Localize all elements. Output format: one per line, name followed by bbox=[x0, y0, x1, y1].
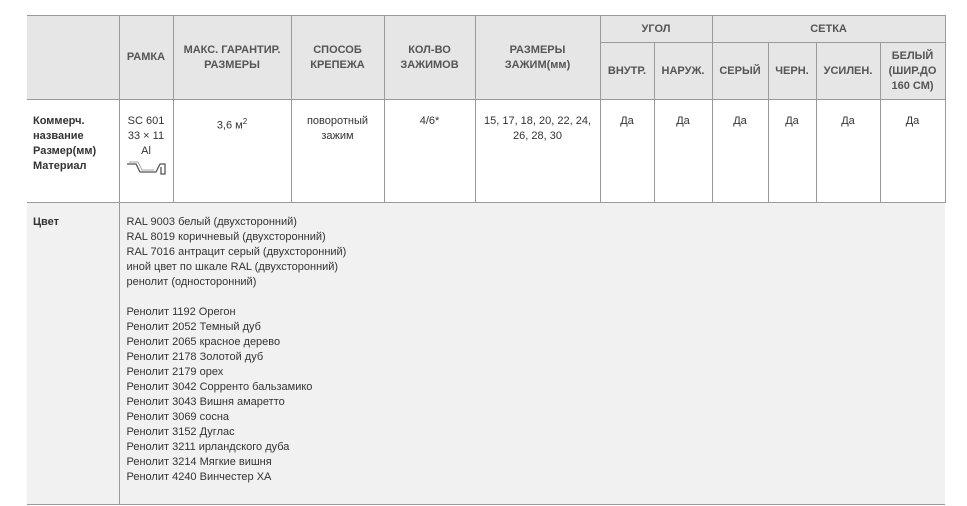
row1-label bbox=[27, 100, 119, 203]
row2-label: Цвет bbox=[27, 203, 119, 505]
header-max-size: МАКС. ГАРАНТИР. РАЗМЕРЫ bbox=[173, 16, 291, 100]
row1-label-line: Коммерч. bbox=[33, 115, 85, 127]
list-item: Ренолит 3211 ирландского дуба bbox=[126, 441, 290, 453]
list-item: Ренолит 2179 орех bbox=[126, 366, 224, 378]
max-size-sup: 2 bbox=[242, 117, 248, 126]
row1-mesh-black: Да bbox=[768, 100, 816, 203]
list-item: ренолит (односторонний) bbox=[126, 276, 257, 288]
product-spec-table bbox=[27, 15, 946, 505]
ramka-material: Al bbox=[141, 145, 151, 157]
header-corner-group: УГОЛ bbox=[600, 16, 712, 43]
row1-corner-outer: Да bbox=[654, 100, 712, 203]
ramka-dimensions: 33 × 11 bbox=[127, 130, 165, 142]
header-clamp-sizes: РАЗМЕРЫ ЗАЖИМ(мм) bbox=[475, 16, 600, 100]
row1-clamp-sizes: 15, 17, 18, 20, 22, 24, 26, 28, 30 bbox=[475, 100, 600, 203]
header-ramka: РАМКА bbox=[119, 16, 173, 100]
row1-mesh-grey: Да bbox=[712, 100, 768, 203]
list-item: Ренолит 3069 сосна bbox=[126, 411, 230, 423]
list-item: RAL 8019 коричневый (двухсторонний) bbox=[126, 231, 326, 243]
color-list bbox=[119, 203, 945, 505]
list-item: Ренолит 2052 Темный дуб bbox=[126, 321, 261, 333]
header-mesh-white: БЕЛЫЙ (ШИР.ДО 160 СМ) bbox=[880, 43, 945, 100]
header-mesh-grey: СЕРЫЙ bbox=[712, 43, 768, 100]
header-corner-inner: ВНУТР. bbox=[600, 43, 654, 100]
header-clamps-count: КОЛ-ВО ЗАЖИМОВ bbox=[384, 16, 475, 100]
row1-label-line: Размер(мм) bbox=[33, 145, 97, 157]
list-item: Ренолит 2065 красное дерево bbox=[126, 336, 281, 348]
list-item: иной цвет по шкале RAL (двухсторонний) bbox=[126, 261, 339, 273]
row1-label-line: название bbox=[33, 130, 84, 142]
list-item: RAL 7016 антрацит серый (двухсторонний) bbox=[126, 246, 347, 258]
list-item: Ренолит 4240 Винчестер ХА bbox=[126, 471, 272, 483]
list-spacer bbox=[127, 290, 940, 305]
header-mesh-group: СЕТКА bbox=[712, 16, 945, 43]
row1-max-size bbox=[173, 100, 291, 203]
row1-label-line: Материал bbox=[33, 160, 87, 172]
header-corner-outer: НАРУЖ. bbox=[654, 43, 712, 100]
table-row bbox=[27, 203, 945, 505]
row1-clamps-count: 4/6* bbox=[384, 100, 475, 203]
list-item: RAL 9003 белый (двухсторонний) bbox=[126, 216, 297, 228]
list-item: Ренолит 3152 Дуглас bbox=[126, 426, 235, 438]
row1-ramka bbox=[119, 100, 173, 203]
header-mesh-black: ЧЕРН. bbox=[768, 43, 816, 100]
row1-mesh-reinforced: Да bbox=[816, 100, 880, 203]
list-item: Ренолит 2178 Золотой дуб bbox=[126, 351, 264, 363]
list-item: Ренолит 3043 Вишня амаретто bbox=[126, 396, 285, 408]
table-row bbox=[27, 100, 945, 203]
list-item: Ренолит 1192 Орегон bbox=[126, 306, 236, 318]
row1-mount: поворотный зажим bbox=[291, 100, 384, 203]
frame-profile-icon bbox=[126, 160, 166, 176]
max-size-value: 3,6 м bbox=[216, 119, 243, 132]
header-mount: СПОСОБ КРЕПЕЖА bbox=[291, 16, 384, 100]
header-mesh-reinforced: УСИЛЕН. bbox=[816, 43, 880, 100]
list-item: Ренолит 3042 Сорренто бальзамико bbox=[126, 381, 313, 393]
header-corner-cell bbox=[27, 16, 119, 100]
row1-mesh-white: Да bbox=[880, 100, 945, 203]
row1-corner-inner: Да bbox=[600, 100, 654, 203]
ramka-model: SC 601 bbox=[127, 115, 165, 127]
list-item: Ренолит 3214 Мягкие вишня bbox=[126, 456, 272, 468]
